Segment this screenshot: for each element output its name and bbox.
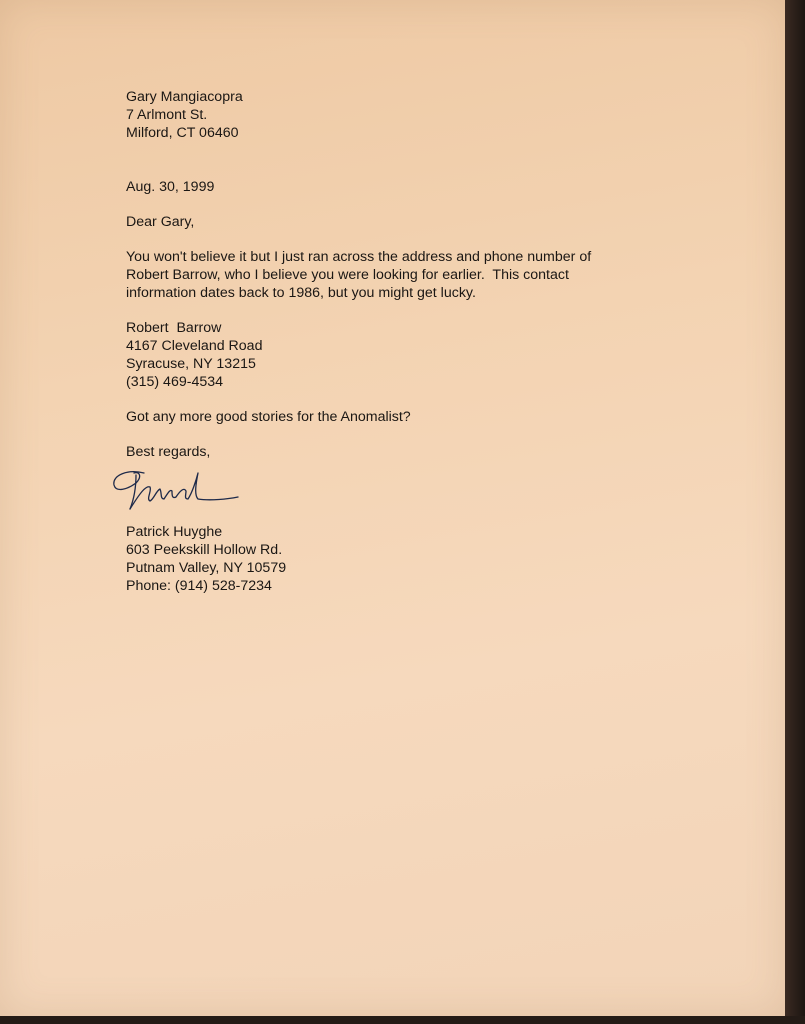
contact-city: Syracuse, NY 13215	[126, 356, 256, 372]
recipient-street: 7 Arlmont St.	[126, 107, 208, 123]
paragraph-1-line: Robert Barrow, who I believe you were looking for earlier. This contact	[126, 267, 569, 283]
sender-city: Putnam Valley, NY 10579	[126, 560, 287, 576]
contact-street: 4167 Cleveland Road	[126, 338, 263, 354]
letter-body	[126, 88, 686, 595]
paragraph-1	[126, 248, 686, 302]
sender-address	[126, 523, 686, 595]
recipient-name: Gary Mangiacopra	[126, 89, 243, 105]
paragraph-1-line: information dates back to 1986, but you might get lucky.	[126, 285, 476, 301]
paragraph-2: Got any more good stories for the Anomalist?	[126, 409, 411, 425]
signature-icon	[106, 463, 256, 521]
recipient-address	[126, 88, 686, 142]
sender-name: Patrick Huyghe	[126, 524, 223, 540]
contact-name: Robert Barrow	[126, 320, 222, 336]
paragraph-1-line: You won't believe it but I just ran across the address and phone number of	[126, 249, 592, 265]
contact-address	[126, 319, 686, 391]
table-surface-right	[785, 0, 805, 1024]
closing: Best regards,	[126, 444, 211, 460]
table-surface-bottom	[0, 1016, 805, 1024]
letter-date: Aug. 30, 1999	[126, 179, 215, 195]
recipient-city: Milford, CT 06460	[126, 125, 239, 141]
sender-phone: Phone: (914) 528-7234	[126, 578, 272, 594]
salutation: Dear Gary,	[126, 214, 195, 230]
contact-phone: (315) 469-4534	[126, 374, 224, 390]
sender-street: 603 Peekskill Hollow Rd.	[126, 542, 283, 558]
